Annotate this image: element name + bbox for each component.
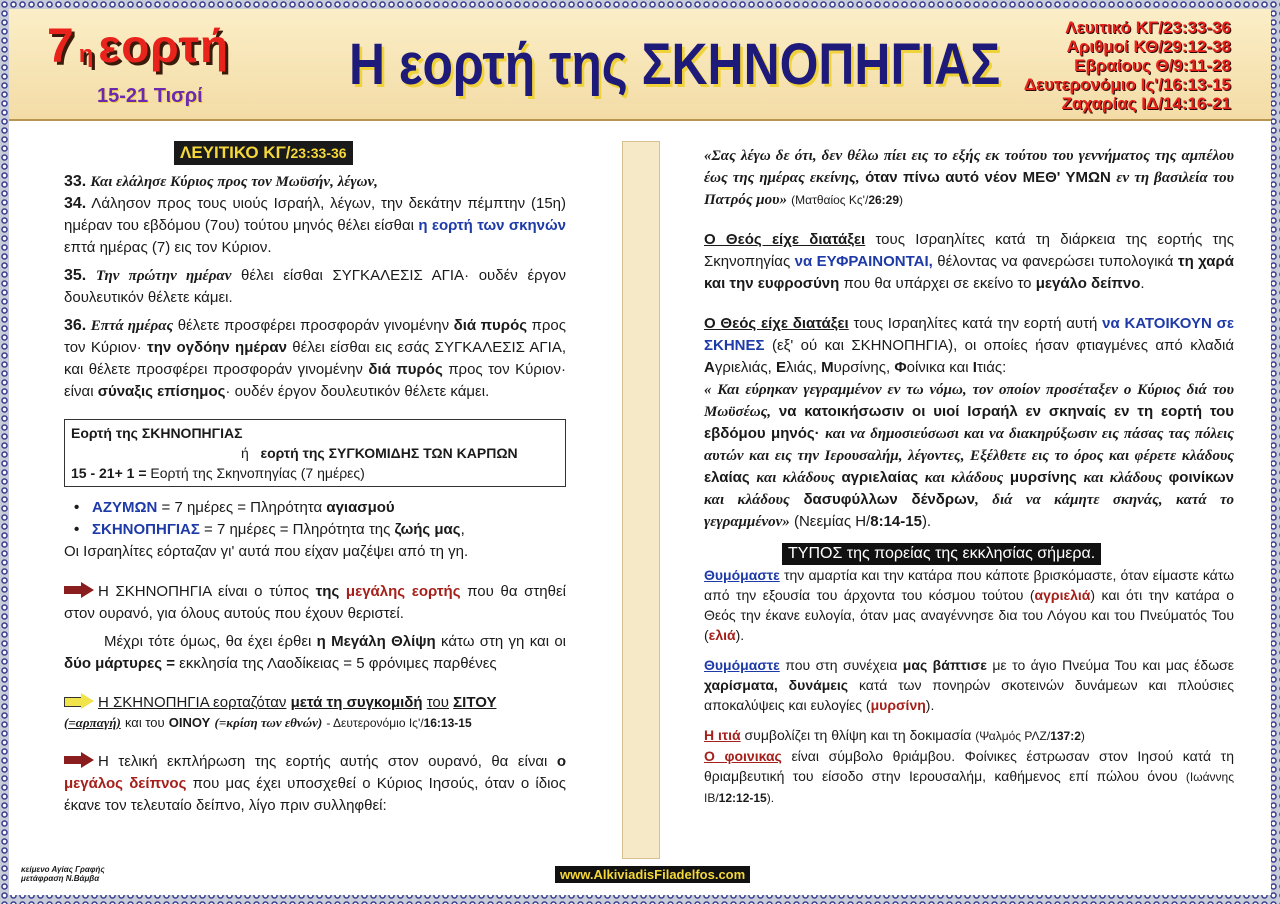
- quote-ref: ).: [921, 513, 932, 530]
- para-ref: (Ιωάννης ΙΒ/: [704, 770, 1234, 805]
- para-red: αγριελιά: [1034, 587, 1091, 603]
- feast-word: εορτή: [98, 20, 230, 72]
- para-italic: (=αρπαγή): [64, 715, 121, 730]
- feast-dates: 15-21 Τισρί: [97, 85, 203, 107]
- ref-line: Αριθμοί ΚΘ/29:12-38: [1066, 37, 1231, 56]
- feast-number: [47, 19, 229, 74]
- header: [9, 9, 1271, 121]
- verse-text: Λάλησον προς τους υιούς Ισραήλ, λέγων, την δεκάτην πέμπτην (15η) ημέραν του εβδόμου (7ου) τούτου μηνός θέλει είσθαι: [64, 195, 566, 234]
- quote-ref: (Νεεμίας Η/: [793, 513, 871, 530]
- para-ref: 12:12-15: [718, 791, 767, 805]
- note-line: κείμενο Αγίας Γραφής: [21, 865, 105, 874]
- left-column: [64, 141, 566, 817]
- para-text: τους Ισραηλίτες κατά τη διάρκεια της εορτής της Σκηνοπηγίας: [704, 231, 1234, 270]
- box-formula: 15 - 21+ 1 =: [71, 465, 147, 481]
- para-ref: - Δευτερονόμιο Ις'/: [326, 716, 424, 730]
- box-desc: Εορτή της Σκηνοπηγίας (7 ημέρες): [150, 465, 365, 481]
- tree-initial: Ι: [972, 359, 977, 376]
- verse-text: προς τον Κύριον· είναι: [64, 361, 566, 400]
- feast-bullets: [64, 497, 566, 541]
- verse-bold: την ογδόην ημέραν: [147, 339, 288, 356]
- verse-num: 33.: [64, 173, 87, 190]
- ref-line: Ζαχαρίας ΙΔ/14:16-21: [1061, 94, 1231, 113]
- paragraph-great-feast: [64, 581, 566, 625]
- leviticus-heading: [174, 141, 353, 165]
- list-item: [64, 519, 566, 541]
- paragraph-palm: [704, 746, 1234, 808]
- para-text: εκκλησία της Λαοδίκειας: [179, 655, 340, 672]
- quote-bold: όταν πίνω αυτό νέον ΜΕΘ' ΥΜΩΝ: [865, 169, 1111, 186]
- box-alt-name: εορτή της ΣΥΓΚΟΜΙΔΗΣ ΤΩΝ ΚΑΡΠΩΝ: [260, 445, 518, 461]
- verse-bold: διά πυρός: [368, 361, 443, 378]
- box-line: [71, 463, 559, 483]
- para-underline: Η ιτιά: [704, 727, 741, 743]
- verse-italic: Την πρώτην ημέραν: [95, 268, 232, 284]
- para-bold: μετά τη συγκομιδή: [290, 694, 423, 711]
- para-text: θέλοντας να φανερώσει τυπολογικά: [937, 253, 1174, 270]
- column-divider: [622, 141, 660, 859]
- ref-line: Λευιτικό ΚΓ/23:33-36: [1065, 18, 1231, 37]
- ref-line: Εβραίους Θ/9:11-28: [1074, 56, 1231, 75]
- quote-italic: και κλάδους: [924, 470, 1004, 486]
- para-text: την αμαρτία και την κατάρα που κάποτε βρισκόμαστε, όταν είμαστε κάτω από την εξουσία του άρχοντα του κόσμου τούτου (: [704, 567, 1235, 603]
- para-text: που θα υπάρχει σε εκείνο το: [843, 275, 1032, 292]
- para-text: ) και ότι την κατάρα ο Θεός την έκανε ευλογία, όταν μας αναγέννησε δια του Λόγου και του Πνεύματός Του (: [704, 587, 1234, 643]
- para-text: .: [1140, 275, 1145, 292]
- quote-italic: και κλάδους: [1083, 470, 1162, 486]
- para-bold: μας βάπτισε: [902, 657, 987, 673]
- tree-initial: Φ: [894, 359, 907, 376]
- para-bold: ο: [556, 753, 566, 770]
- verse-italic: Επτά ημέρας: [90, 318, 174, 334]
- para-text: Μέχρι τότε όμως, θα έχει έρθει: [104, 633, 312, 650]
- para-text: που θα στηθεί στον ουρανό, για όλους αυτούς που έχουν θεριστεί.: [64, 583, 567, 622]
- paragraph-rejoice: [704, 229, 1234, 295]
- quote-bold: μυρσίνης: [1009, 469, 1077, 486]
- verse-num: 34.: [64, 195, 87, 212]
- para-text: , λίγο πριν συλληφθεί:: [240, 797, 387, 814]
- tree-initial: Μ: [821, 359, 834, 376]
- verse-35: [64, 265, 566, 309]
- verse-text: Και ελάλησε Κύριος προς τον Μωϋσήν, λέγων,: [90, 174, 378, 190]
- website-link[interactable]: www.AlkiviadisFiladelfos.com: [555, 866, 750, 883]
- bullet-name: ΣΚΗΝΟΠΗΓΙΑΣ: [92, 521, 200, 538]
- paragraph-willow: [704, 725, 1234, 746]
- para-text: = 5 φρόνιμες παρθένες: [343, 655, 497, 672]
- box-or: ή: [241, 445, 249, 461]
- verse-num: 36.: [64, 317, 87, 334]
- para-text: που μας έχει υποσχεθεί ο Κύριος Ιησούς, όταν ο ίδιος έκανε τον τελευταίο δείπνο: [64, 775, 566, 814]
- quote-ref: ): [899, 193, 904, 207]
- feast-sub: η: [78, 41, 95, 68]
- tree-name: τιάς:: [976, 359, 1007, 376]
- paragraph-remember-sin: [704, 565, 1234, 645]
- paragraph-remember-baptism: [704, 655, 1234, 715]
- para-underline: Ο Θεός είχε διατάξει: [704, 315, 849, 332]
- type-heading: ΤΥΠΟΣ της πορείας της εκκλησίας σήμερα.: [782, 543, 1101, 565]
- para-ref: ): [1080, 729, 1085, 743]
- para-blue: να ΕΥΦΡΑΙΝΟΝΤΑΙ,: [794, 253, 933, 270]
- para-underline: Ο Θεός είχε διατάξει: [704, 231, 866, 248]
- paragraph-tribulation: [64, 631, 566, 675]
- verse-num: 35.: [64, 267, 87, 284]
- verse-34: [64, 193, 566, 259]
- para-text: Η ΣΚΗΝΟΠΗΓΙΑ εορταζόταν: [98, 694, 287, 711]
- quote-bold: να κατοικήσωσιν οι υιοί Ισραήλ εν σκηναίς εν τη εορτή του εβδόμου μηνός·: [704, 403, 1234, 442]
- para-text: κατά των πονηρών σκοτεινών δυνάμεων και πλούσιες αποκαλύψεις και ευλογίες (: [704, 677, 1234, 713]
- para-text: του: [426, 694, 449, 711]
- para-text: (εξ' ού και ΣΚΗΝΟΠΗΓΙΑ), οι οποίες ήσαν φτιαγμένες από κλαδιά: [771, 337, 1234, 354]
- quote-italic: , διά να κάμητε σκηνάς, κατά το γεγραμμένον»: [704, 492, 1234, 530]
- bullet-bold: ζωής μας: [394, 521, 461, 538]
- quote-matthew: [704, 145, 1234, 211]
- para-text: συμβολίζει τη θλίψη και τη δοκιμασία: [744, 727, 972, 743]
- para-blue: να ΚΑΤΟΙΚΟΥΝ σε ΣΚΗΝΕΣ: [704, 315, 1235, 354]
- tree-name: υρσίνης,: [833, 359, 891, 376]
- arrow-right-icon: [64, 693, 94, 709]
- verse-highlight: η εορτή των σκηνών: [418, 217, 566, 234]
- translation-note: [21, 865, 105, 883]
- para-ref: ).: [766, 791, 775, 805]
- para-text: που στη συνέχεια: [785, 657, 898, 673]
- scripture-refs: [1024, 18, 1231, 113]
- para-text: Η ΣΚΗΝΟΠΗΓΙΑ είναι ο τύπος: [98, 583, 309, 600]
- para-text: Η τελική εκπλήρωση της εορτής αυτής στον ουρανό, θα είναι: [98, 753, 548, 770]
- type-heading-wrap: [704, 543, 1234, 565]
- para-ref: 137:2: [1050, 729, 1081, 743]
- tree-name: γριελιάς,: [714, 359, 772, 376]
- para-text: ).: [925, 697, 935, 713]
- bullet-text: = 7 ημέρες = Πληρότητα: [161, 499, 323, 516]
- bullet-bold: αγιασμού: [326, 499, 395, 516]
- box-line: Εορτή της ΣΚΗΝΟΠΗΓΙΑΣ: [71, 425, 243, 441]
- page-title: Η εορτή της ΣΚΗΝΟΠΗΓΙΑΣ: [349, 32, 1001, 97]
- quote-bold: δασυφύλλων δένδρων: [803, 491, 976, 508]
- box-line: [71, 443, 559, 463]
- para-italic: (=κρίση των εθνών): [214, 715, 323, 730]
- para-text: κάτω στη γη και οι: [441, 633, 566, 650]
- quote-bold: φοινίκων: [1168, 469, 1235, 486]
- page: [9, 9, 1271, 895]
- tree-initial: Α: [704, 359, 715, 376]
- para-red: μεγάλος δείπνος: [64, 775, 187, 792]
- quote-nehemiah: [704, 379, 1234, 533]
- para-red: μεγάλης εορτής: [345, 583, 461, 600]
- para-text: τους Ισραηλίτες κατά την εορτή αυτή: [853, 315, 1098, 332]
- verse-text: · ουδέν έργον δουλευτικόν θέλετε κάμει.: [225, 383, 490, 400]
- quote-ref: 8:14-15: [870, 513, 922, 530]
- para-text: και του: [124, 715, 165, 730]
- tree-name: οίνικα και: [906, 359, 969, 376]
- quote-ref: (Ματθαίος Κς'/: [791, 193, 869, 207]
- quote-bold: ελαίας: [704, 469, 750, 486]
- para-red: ελιά: [708, 627, 736, 643]
- right-column: [704, 145, 1234, 808]
- para-bold: της: [315, 583, 340, 600]
- quote-italic: και να δημοσιεύσωσι και να διακηρύξωσιν εις πάσας τας πόλεις αυτών και εις την Ιερουσαλήμ, λέγοντες, Εξέλθετε εις το όρος και φέρετε κλάδους: [704, 426, 1234, 464]
- feast-num: 7: [47, 20, 75, 73]
- para-bold: ΣΙΤΟΥ: [453, 694, 497, 711]
- verse-36: [64, 315, 566, 403]
- para-ref: (Ψαλμός ΡΛΖ/: [975, 729, 1051, 743]
- para-bold: τη χαρά και την ευφροσύνη: [704, 253, 1234, 292]
- quote-italic: και κλάδους: [704, 492, 790, 508]
- paragraph-tents: [704, 313, 1234, 379]
- quote-italic: «Σας λέγω δε ότι, δεν θέλω πίει εις το εξής εκ τούτου του γεννήματος της αμπέλου έως της ημέρας εκείνης,: [704, 148, 1234, 186]
- para-underline: Θυμόμαστε: [704, 567, 780, 583]
- para-text: με το άγιο Πνεύμα Του και μας έδωσε: [992, 657, 1235, 673]
- para-bold: ΟΙΝΟΥ: [168, 715, 211, 730]
- bullet-name: ΑΖΥΜΩΝ: [92, 499, 158, 516]
- para-text: ).: [735, 627, 745, 643]
- verse-text: θέλει είσθαι εις εσάς ΣΥΓΚΑΛΕΣΙΣ ΑΓΙΑ, και θέλετε προσφέρει προσφοράν γινομένην: [64, 339, 567, 378]
- para-bold: δύο μάρτυρες =: [64, 655, 175, 672]
- para-bold: η Μεγάλη Θλίψη: [316, 633, 436, 650]
- tree-name: λιάς,: [785, 359, 817, 376]
- para-underline: Ο φοινικας: [704, 748, 782, 764]
- quote-italic: « Και εύρηκαν γεγραμμένον εν τω νόμω, τον οποίον προσέταξεν ο Κύριος διά του Μωϋσέως,: [704, 382, 1234, 420]
- bullet-text: = 7 ημέρες = Πληρότητα της: [204, 521, 391, 538]
- heading-main: ΛΕΥΙΤΙΚΟ ΚΓ/: [180, 143, 291, 162]
- para-bold: μεγάλο δείπνο: [1035, 275, 1141, 292]
- verse-bold: διά πυρός: [453, 317, 528, 334]
- arrow-right-icon: [64, 582, 94, 598]
- heading-ref: 23:33-36: [290, 145, 347, 161]
- quote-italic: εν τη βασιλεία του Πατρός μου»: [704, 170, 1234, 208]
- para-bold: χαρίσματα, δυνάμεις: [704, 677, 849, 693]
- paragraph-great-supper: [64, 751, 566, 817]
- arrow-right-icon: [64, 752, 94, 768]
- para-underline: Θυμόμαστε: [704, 657, 780, 673]
- para-ref: 16:13-15: [423, 716, 472, 730]
- quote-ref: 26:29: [868, 193, 900, 207]
- verse-text: προς τον Κύριον·: [64, 317, 566, 356]
- note-line: μετάφραση Ν.Βάμβα: [21, 874, 100, 883]
- israel-line: Οι Ισραηλίτες εόρταζαν γι' αυτά που είχαν μαζέψει από τη γη.: [64, 543, 469, 560]
- para-text: είναι σύμβολο θριάμβου. Φοίνικες έστρωσαν στον Ιησού κατά τη θριαμβευτική του είσοδο στην Ιερουσαλήμ, καθήμενος επί πώλου όνου: [704, 748, 1235, 784]
- paragraph-harvest: [64, 693, 566, 733]
- tree-initial: Ε: [775, 359, 786, 376]
- para-red: μυρσίνη: [870, 697, 926, 713]
- verse-bold: σύναξις επίσημος: [97, 383, 226, 400]
- list-item: [64, 497, 566, 519]
- verse-33: [64, 171, 566, 193]
- verse-text: επτά ημέρας (7) εις τον Κύριον.: [64, 239, 272, 256]
- verse-text: θέλετε προσφέρει προσφοράν γινομένην: [177, 317, 450, 334]
- quote-italic: και κλάδους: [756, 470, 835, 486]
- bullet-text: ,: [460, 521, 465, 538]
- verse-text: θέλει είσθαι ΣΥΓΚΑΛΕΣΙΣ ΑΓΙΑ· ουδέν έργον δουλευτικόν θέλετε κάμει.: [64, 267, 567, 306]
- quote-bold: αγριελαίας: [841, 469, 919, 486]
- feast-summary-box: [64, 419, 566, 487]
- ref-line: Δευτερονόμιο Ις'/16:13-15: [1023, 75, 1231, 94]
